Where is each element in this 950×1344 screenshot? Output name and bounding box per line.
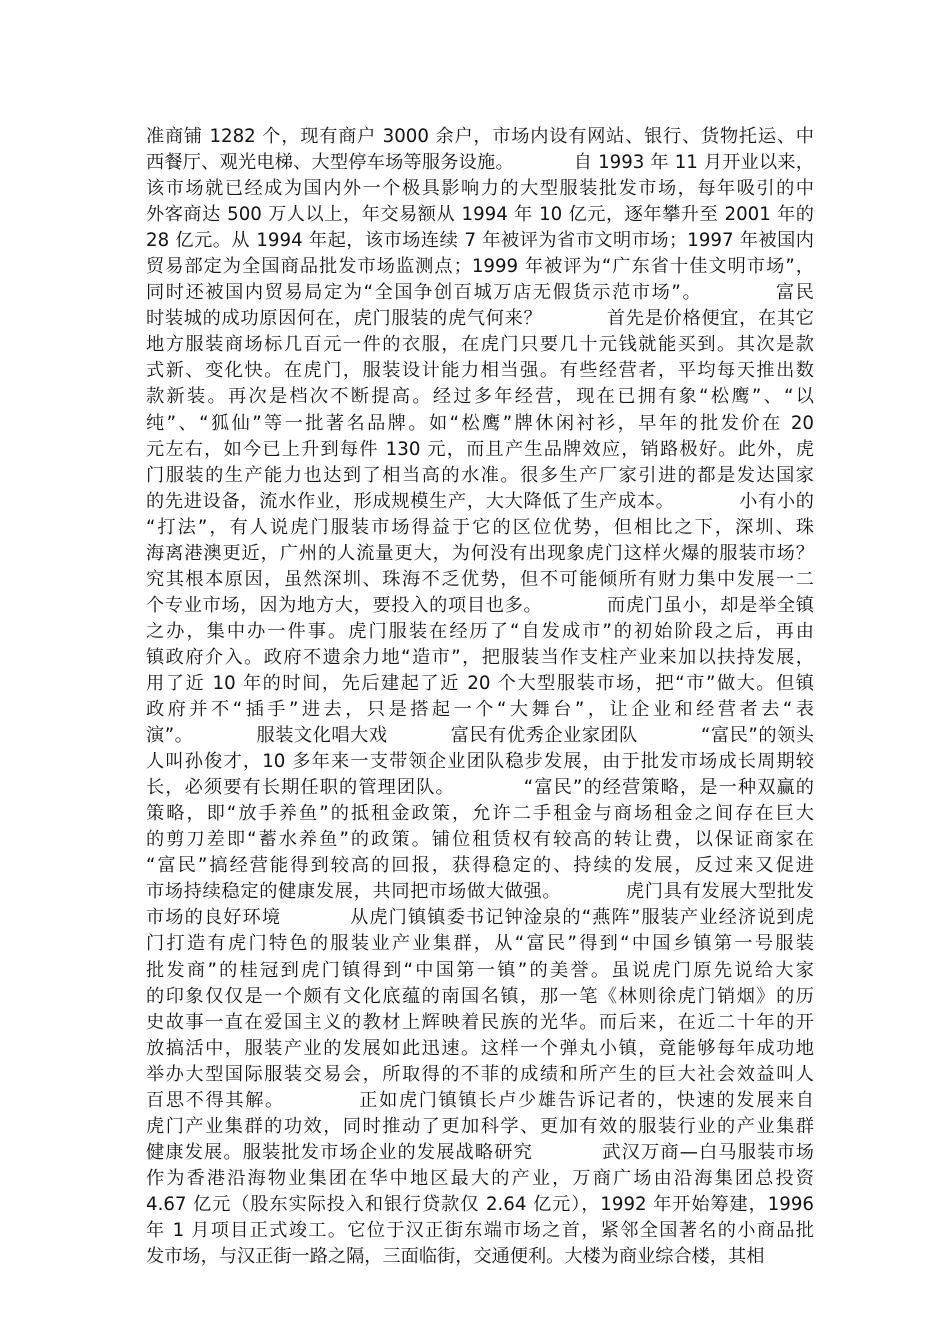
text-line: 长，必须要有长期任职的管理团队。 “富民”的经营策略，是一种双赢的	[146, 777, 814, 799]
text-line: 市场的良好环境 从虎门镇镇委书记钟淦泉的“燕阵”服装产业经济说到虎	[146, 907, 814, 929]
text-line: 镇政府介入。政府不遗余力地“造市”，把服装当作支柱产业来加以扶持发展，	[146, 646, 814, 668]
text-line: 门打造有虎门特色的服装业产业集群，从“富民”得到“中国乡镇第一号服装	[146, 933, 814, 955]
text-line: 的印象仅仅是一个颇有文化底蕴的南国名镇，那一笔《林则徐虎门销烟》的历	[146, 985, 814, 1007]
text-line: 同时还被国内贸易局定为“全国争创百城万店无假货示范市场”。 富民	[146, 282, 814, 304]
text-line: 发市场，与汉正街一路之隔，三面临街，交通便利。大楼为商业综合楼，其相	[146, 1246, 765, 1268]
text-line: 演”。 服装文化唱大戏 富民有优秀企业家团队 “富民”的领头	[146, 725, 814, 747]
text-line: 个专业市场，因为地方大，要投入的项目也多。 而虎门虽小，却是举全镇	[146, 594, 814, 616]
text-line: 健康发展。服装批发市场企业的发展战略研究 武汉万商—白马服装市场	[146, 1141, 814, 1163]
text-line: 放搞活中，服装产业的发展如此迅速。这样一个弹丸小镇，竟能够每年成功地	[146, 1037, 814, 1059]
text-line: 该市场就已经成为国内外一个极具影响力的大型服装批发市场，每年吸引的中	[146, 178, 814, 200]
text-line: 作为香港沿海物业集团在华中地区最大的产业，万商广场由沿海集团总投资	[146, 1167, 814, 1189]
text-line: “富民”搞经营能得到较高的回报，获得稳定的、持续的发展，反过来又促进	[146, 855, 814, 877]
text-line: 门服装的生产能力也达到了相当高的水准。很多生产厂家引进的都是发达国家	[146, 464, 814, 486]
text-line: 年 1 月项目正式竣工。它位于汉正街东端市场之首，紧邻全国著名的小商品批	[146, 1219, 814, 1241]
text-line: 举办大型国际服装交易会，所取得的不菲的成绩和所产生的巨大社会效益叫人	[146, 1063, 814, 1085]
text-line: 百思不得其解。 正如虎门镇镇长卢少雄告诉记者的，快速的发展来自	[146, 1089, 814, 1111]
text-line: 用了近 10 年的时间，先后建起了近 20 个大型服装市场，把“市”做大。但镇	[146, 672, 814, 694]
text-line: 之办，集中办一件事。虎门服装在经历了“自发成市”的初始阶段之后，再由	[146, 620, 814, 642]
text-line: 贸易部定为全国商品批发市场监测点；1999 年被评为“广东省十佳文明市场”，	[146, 256, 814, 278]
text-line: 市场持续稳定的健康发展，共同把市场做大做强。 虎门具有发展大型批发	[146, 881, 814, 903]
text-line: 西餐厅、观光电梯、大型停车场等服务设施。 自 1993 年 11 月开业以来，	[146, 152, 814, 174]
body-text	[146, 124, 814, 1270]
text-line: “打法”，有人说虎门服装市场得益于它的区位优势，但相比之下，深圳、珠	[146, 516, 814, 538]
text-line: 时装城的成功原因何在，虎门服装的虎气何来？ 首先是价格便宜，在其它	[146, 308, 814, 330]
text-line: 批发商”的桂冠到虎门镇得到“中国第一镇”的美誉。虽说虎门原先说给大家	[146, 959, 814, 981]
text-line: 元左右，如今已上升到每件 130 元，而且产生品牌效应，销路极好。此外，虎	[146, 438, 814, 460]
text-line: 的剪刀差即“蓄水养鱼”的政策。铺位租赁权有较高的转让费，以保证商家在	[146, 829, 814, 851]
text-line: 虎门产业集群的功效，同时推动了更加科学、更加有效的服装行业的产业集群	[146, 1115, 814, 1137]
text-line: 究其根本原因，虽然深圳、珠海不乏优势，但不可能倾所有财力集中发展一二	[146, 568, 814, 590]
text-line: 式新、变化快。在虎门，服装设计能力相当强。有些经营者，平均每天推出数	[146, 360, 814, 382]
text-line: 人叫孙俊才，10 多年来一支带领企业团队稳步发展，由于批发市场成长周期较	[146, 751, 814, 773]
text-line: 款新装。再次是档次不断提高。经过多年经营，现在已拥有象“松鹰”、“以	[146, 386, 814, 408]
text-line: 4.67 亿元（股东实际投入和银行贷款仅 2.64 亿元），1992 年开始筹建，1996	[146, 1193, 814, 1215]
text-line: 史故事一直在爱国主义的教材上辉映着民族的光华。而后来，在近二十年的开	[146, 1011, 814, 1033]
text-line: 准商铺 1282 个，现有商户 3000 余户，市场内设有网站、银行、货物托运、中	[146, 126, 814, 147]
text-line: 外客商达 500 万人以上，年交易额从 1994 年 10 亿元，逐年攀升至 2001 年的	[146, 204, 814, 226]
text-line: 政府并不“插手”进去，只是搭起一个“大舞台”，让企业和经营者去“表	[146, 699, 814, 721]
text-line: 策略，即“放手养鱼”的抵租金政策，允许二手租金与商场租金之间存在巨大	[146, 803, 814, 825]
text-line: 地方服装商场标几百元一件的衣服，在虎门只要几十元钱就能买到。其次是款	[146, 334, 814, 356]
text-line: 28 亿元。从 1994 年起，该市场连续 7 年被评为省市文明市场；1997 年被国内	[146, 230, 814, 252]
text-line: 纯”、“狐仙”等一批著名品牌。如“松鹰”牌休闲衬衫，早年的批发价在 20	[146, 412, 814, 434]
text-line: 海离港澳更近，广州的人流量更大，为何没有出现象虎门这样火爆的服装市场？	[146, 542, 814, 564]
text-line: 的先进设备，流水作业，形成规模生产，大大降低了生产成本。 小有小的	[146, 490, 814, 512]
